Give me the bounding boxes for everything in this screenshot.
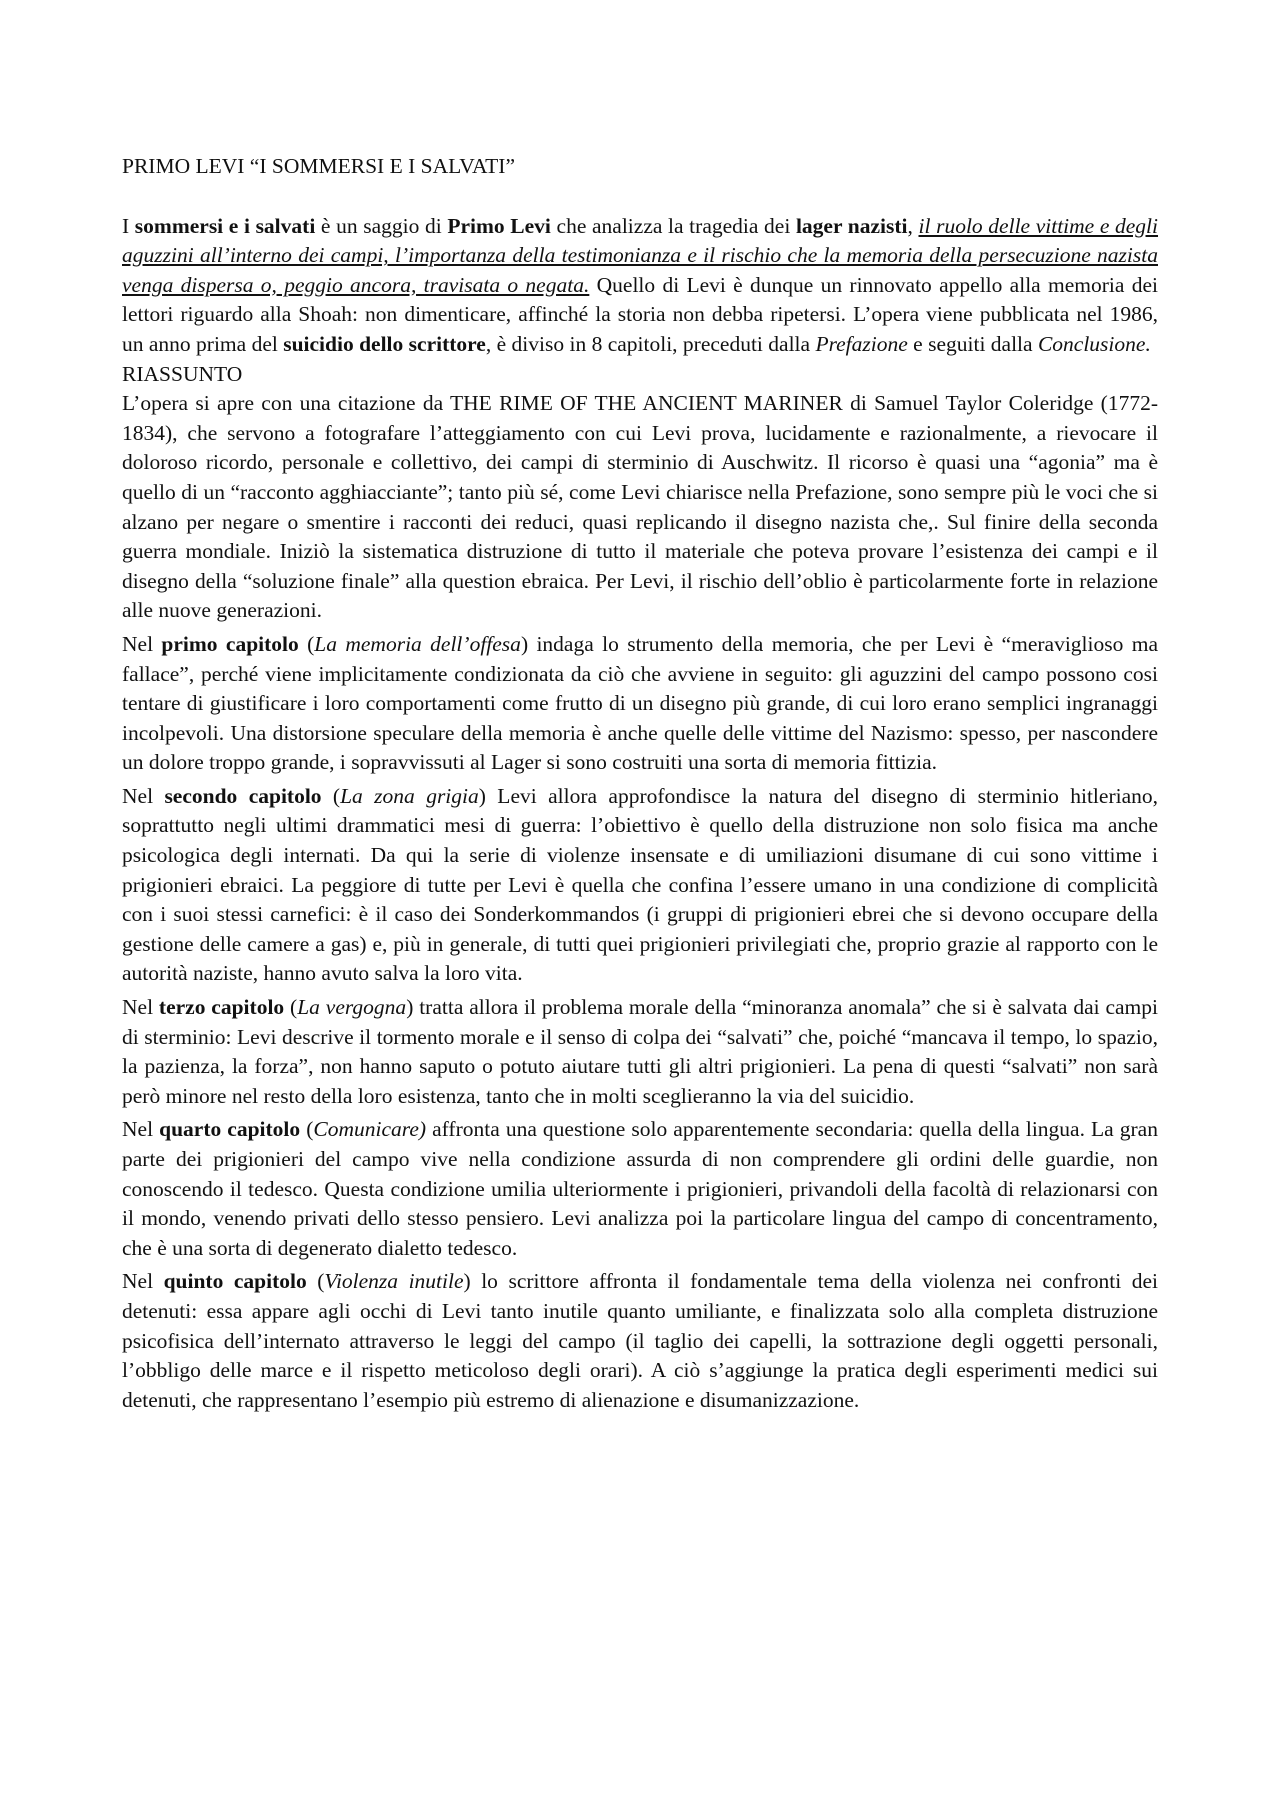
prefazione-italic: Prefazione <box>815 331 908 356</box>
chapter-5-title: Violenza inutile <box>324 1269 464 1294</box>
chapter-2-paragraph: Nel secondo capitolo (La zona grigia) Levi allora approfondisce la natura del disegno di sterminio hitleriano, soprattutto negli ultimi drammatici mesi di guerra: l’obiettivo è quello della distruzione non solo fisica ma anche psicologica degli internati. Da qui la serie di violenze insensate e di umiliazioni disumane di cui sono vittime i prigionieri ebraici. La peggiore di tutte per Levi è quella che confina l’essere umano in una condizione di complicità con i suoi stessi carnefici: è il caso dei Sonderkommandos (i gruppi di prigionieri ebrei che si devono occupare della gestione delle camere a gas) e, più in generale, di tutti quei prigionieri privilegiati che, proprio grazie al rapporto con le autorità naziste, hanno avuto salva la loro vita. <box>122 783 1158 986</box>
chapter-3-label: terzo capitolo <box>158 995 285 1020</box>
chapter-1-title: La memoria dell’offesa <box>314 631 521 656</box>
chapter-4-label: quarto capitolo <box>159 1117 301 1142</box>
suicide-bold: suicidio dello scrittore <box>283 331 486 356</box>
document-title: PRIMO LEVI “I SOMMERSI E I SALVATI” <box>122 154 515 178</box>
author-bold: Primo Levi <box>447 213 551 238</box>
document-page <box>122 152 1158 1415</box>
chapter-4-paragraph: Nel quarto capitolo (Comunicare) affronta una questione solo apparentemente secondaria: quella della lingua. La gran parte dei prigionieri del campo vive nella condizione assurda di non comprendere gli ordini delle guardie, non conoscendo il tedesco. Questa condizione umilia ulteriormente i prigionieri, privandoli della facoltà di relazionarsi con il mondo, venendo privati dello stesso pensiero. Levi analizza poi la particolare lingua del campo di concentramento, che è una sorta di degenerato dialetto tedesco. <box>122 1117 1158 1260</box>
chapter-3-title: La vergogna <box>297 995 407 1020</box>
section-heading-riassunto: RIASSUNTO <box>122 361 243 386</box>
chapter-5-paragraph: Nel quinto capitolo (Violenza inutile) lo scrittore affronta il fondamentale tema della violenza nei confronti dei detenuti: essa appare agli occhi di Levi tanto inutile quanto umiliante, e finalizzata solo alla completa distruzione psicofisica dell’internato attraverso le leggi del campo (il taglio dei capelli, la sottrazione degli oggetti personali, l’obbligo delle marce e il rispetto meticoloso degli orari). A ciò s’aggiunge la pratica degli esperimenti medici sui detenuti, che rappresentano l’esempio più estremo di alienazione e disumanizzazione. <box>122 1269 1158 1412</box>
chapter-5-label: quinto capitolo <box>163 1269 307 1294</box>
intro-paragraph: I sommersi e i salvati è un saggio di Primo Levi che analizza la tragedia dei lager nazisti, il ruolo delle vittime e degli aguzzini all’interno dei campi, l’importanza della testimonianza e il rischio che la memoria della persecuzione nazista venga dispersa o, peggio ancora, travisata o negata. Quello di Levi è dunque un rinnovato appello alla memoria dei lettori riguardo alla Shoah: non dimenticare, affinché la storia non debba ripetersi. L’opera viene pubblicata nel 1986, un anno prima del suicidio dello scrittore, è diviso in 8 capitoli, preceduti dalla Prefazione e seguiti dalla Conclusione. <box>122 213 1159 356</box>
chapter-2-label: secondo capitolo <box>164 783 322 808</box>
chapter-2-title: La zona grigia <box>340 783 479 808</box>
underlined-passage: il ruolo delle vittime e degli aguzzini all’interno dei campi, l’importanza della testimonianza e il rischio che la memoria della persecuzione nazista venga dispersa o, peggio ancora, travisata o negata. <box>122 213 1159 297</box>
book-title-bold: sommersi e i salvati <box>134 213 316 238</box>
chapter-3-paragraph: Nel terzo capitolo (La vergogna) tratta allora il problema morale della “minoranza anomala” che si è salvata dai campi di sterminio: Levi descrive il tormento morale e il senso di colpa dei “salvati” che, poiché “mancava il tempo, lo spazio, la pazienza, la forza”, non hanno saputo o potuto aiutare tutti gli altri prigionieri. La pena di questi “salvati” non sarà però minore nel resto della loro esistenza, tanto che in molti sceglieranno la via del suicidio. <box>122 995 1158 1108</box>
lager-bold: lager nazisti <box>795 213 908 238</box>
chapter-4-title: Comunicare) <box>313 1117 427 1142</box>
chapter-1-label: primo capitolo <box>161 631 299 656</box>
prefazione-paragraph: L’opera si apre con una citazione da THE RIME OF THE ANCIENT MARINER di Samuel Taylor Coleridge (1772-1834), che servono a fotografare l’atteggiamento con cui Levi prova, lucidamente e razionalmente, a rievocare il doloroso ricordo, personale e collettivo, dei campi di sterminio di Auschwitz. Il ricorso è quasi una “agonia” ma è quello di un “racconto agghiacciante”; tanto più sé, come Levi chiarisce nella Prefazione, sono sempre più le voci che si alzano per negare o smentire i racconti dei reduci, quasi replicando il disegno nazista che,. Sul finire della seconda guerra mondiale. Iniziò la sistematica distruzione di tutto il materiale che poteva provare l’esistenza dei campi e il disegno della “soluzione finale” alla question ebraica. Per Levi, il rischio dell’oblio è particolarmente forte in relazione alle nuove generazioni. <box>122 391 1158 623</box>
chapter-1-paragraph: Nel primo capitolo (La memoria dell’offesa) indaga lo strumento della memoria, che per Levi è “meraviglioso ma fallace”, perché viene implicitamente condizionata da ciò che avviene in seguito: gli aguzzini del campo possono cosi tentare di giustificare i loro comportamenti come frutto di un disegno più grande, di cui loro erano semplici ingranaggi incolpevoli. Una distorsione speculare della memoria è anche quelle delle vittime del Nazismo: spesso, per nascondere un dolore troppo grande, i sopravvissuti al Lager si sono costruiti una sorta di memoria fittizia. <box>122 631 1158 775</box>
conclusione-italic: Conclusione. <box>1037 331 1151 356</box>
